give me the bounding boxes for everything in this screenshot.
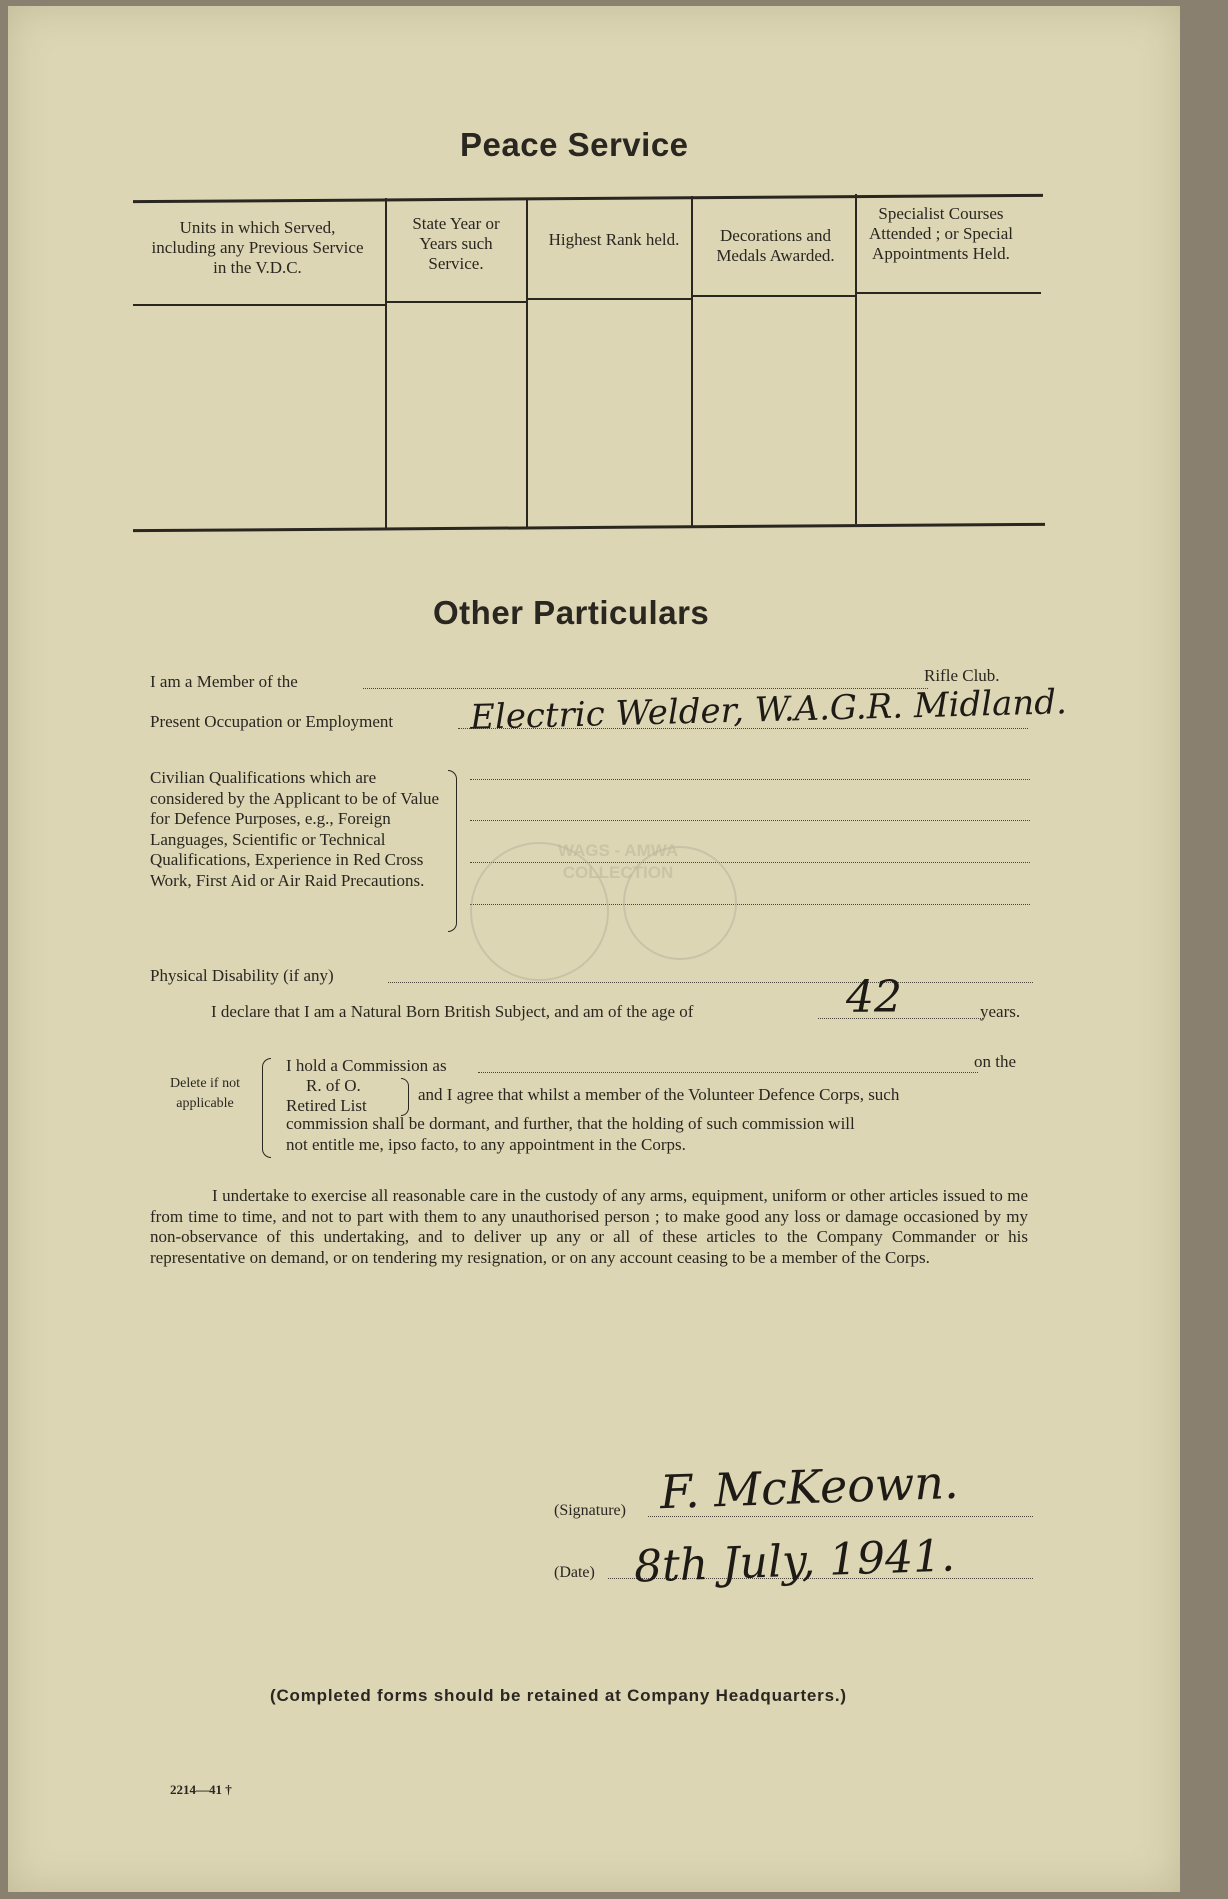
civilian-qualifications-label: Civilian Qualifications which are considered by the Applicant to be of Value for Defence Purposes, e.g., Foreign Languages, Scientific or Technical Qualifications, Experience in Red Cross Work, First Aid or Air Raid Precautions. (150, 768, 440, 890)
column-header-years: State Year or Years such Service. (412, 214, 500, 273)
qualifications-brace (448, 770, 457, 932)
undertaking-paragraph: I undertake to exercise all reasonable care in the custody of any arms, equipment, uniform or other articles issued to me from time to time, and not to part with them to any unauthorised person ; to make good any loss or damage occasioned by my non-observance of this undertaking, and to deliver up any or all of these articles to the Company Commander or his representative on demand, or on tendering my resignation, or on any account ceasing to be a member of the Corps. (150, 1186, 1028, 1267)
age-handwritten: 42 (846, 972, 902, 1023)
header-underline (386, 301, 527, 303)
delete-if-not-applicable-label: Delete if not applicable (170, 1076, 240, 1111)
ro-brace (401, 1078, 409, 1116)
header-underline (856, 292, 1041, 294)
watermark-text: WAGS - AMWA COLLECTION (557, 841, 679, 882)
header-underline (692, 295, 856, 297)
commission-line-1: I hold a Commission as (286, 1056, 447, 1075)
header-underline (133, 304, 386, 306)
column-header-rank: Highest Rank held. (548, 230, 680, 249)
member-label: I am a Member of the (150, 672, 298, 691)
header-underline (527, 298, 692, 300)
commission-line-2: and I agree that whilst a member of the Volunteer Defence Corps, such (418, 1085, 900, 1104)
qualifications-line[interactable] (470, 779, 1030, 780)
date-label: (Date) (554, 1564, 595, 1581)
document-page (8, 6, 1180, 1892)
peace-service-title: Peace Service (460, 126, 689, 163)
retired-list-label: Retired List (286, 1096, 367, 1115)
ro-label: R. of O. (306, 1076, 361, 1095)
commission-field[interactable] (478, 1072, 978, 1073)
years-label: years. (980, 1002, 1021, 1021)
column-header-decorations: Decorations and Medals Awarded. (716, 226, 835, 265)
qualifications-line[interactable] (470, 820, 1030, 821)
table-divider (855, 194, 857, 524)
commission-line-3: commission shall be dormant, and further, that the holding of such commission will (286, 1114, 855, 1133)
form-number: 2214—41 † (170, 1782, 232, 1797)
signature-handwritten: F. McKeown. (659, 1454, 960, 1520)
rifle-club-label: Rifle Club. (924, 666, 1000, 685)
retention-note: (Completed forms should be retained at Company Headquarters.) (270, 1686, 847, 1705)
table-bottom-rule (133, 523, 1045, 532)
table-top-rule (133, 194, 1043, 203)
table-divider (385, 198, 387, 528)
other-particulars-title: Other Particulars (433, 594, 710, 631)
disability-label: Physical Disability (if any) (150, 966, 334, 985)
declaration-label: I declare that I am a Natural Born British Subject, and am of the age of (211, 1002, 694, 1021)
column-header-units: Units in which Served, including any Previous Service in the V.D.C. (151, 218, 364, 277)
column-header-specialist: Specialist Courses Attended ; or Special Appointments Held. (869, 204, 1013, 263)
commission-line-4: not entitle me, ipso facto, to any appointment in the Corps. (286, 1135, 686, 1154)
commission-brace (262, 1058, 271, 1158)
on-the-label: on the (974, 1052, 1017, 1071)
signature-label: (Signature) (554, 1502, 626, 1519)
table-divider (526, 198, 528, 528)
occupation-handwritten: Electric Welder, W.A.G.R. Midland. (469, 682, 1068, 738)
disability-field[interactable] (388, 982, 1033, 983)
occupation-label: Present Occupation or Employment (150, 712, 394, 731)
date-handwritten: 8th July, 1941. (633, 1530, 956, 1593)
